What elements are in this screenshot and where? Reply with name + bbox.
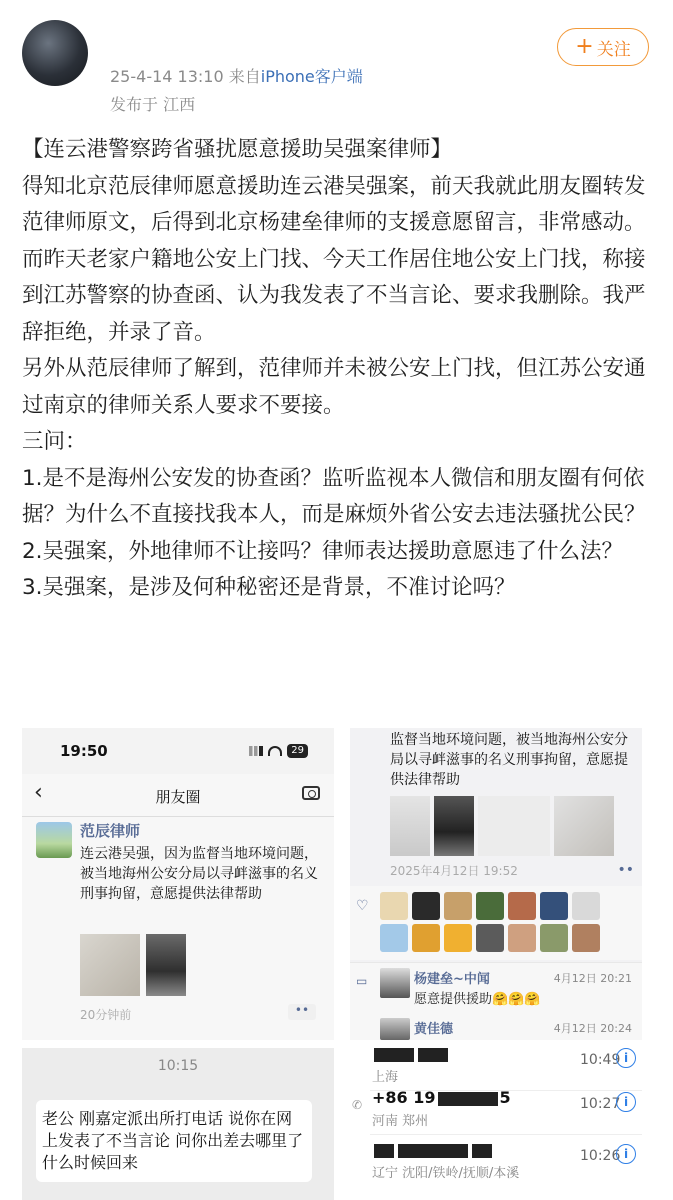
call-time: 10:26 [580, 1148, 621, 1164]
attached-image-chat[interactable] [22, 1048, 334, 1200]
post-meta [110, 64, 363, 87]
post-location: 发布于 江西 [110, 95, 196, 114]
author-avatar [36, 822, 72, 858]
post-paragraph: 1.是不是海州公安发的协查函？监听监视本人微信和朋友圈有何依据？为什么不直接找我本人，而是麻烦外省公安去违法骚扰公民？ [22, 465, 646, 527]
call-time: 10:27 [580, 1096, 621, 1112]
comment-icon: ▭ [356, 974, 368, 988]
comment-time: 4月12日 20:21 [553, 972, 632, 985]
call-place: 上海 [372, 1070, 399, 1085]
post-source[interactable]: iPhone客户端 [260, 67, 363, 86]
document-thumbnail [554, 796, 614, 856]
camera-icon [302, 786, 320, 800]
moment-text: 连云港吴强，因为监督当地环境问题，被当地海州公安分局以寻衅滋事的名义刑事拘留，意愿提供法律帮助 [80, 846, 318, 902]
call-time: 10:49 [580, 1052, 621, 1068]
info-icon: i [616, 1048, 636, 1068]
post-date: 25-4-14 13:10 [110, 67, 224, 86]
post-paragraph: 得知北京范辰律师愿意援助连云港吴强案，前天我就此朋友圈转发范律师原文，后得到北京杨建垒律师的支援意愿留言，非常感动。 [22, 173, 646, 235]
follow-label: 关注 [596, 39, 631, 60]
post-paragraph: 三问： [22, 429, 87, 454]
call-place: 辽宁 沈阳/铁岭/抚顺/本溪 [372, 1166, 520, 1181]
liker-avatar [380, 892, 408, 920]
call-row [370, 1136, 642, 1186]
system-icons [249, 744, 308, 758]
commenter-avatar [380, 1018, 410, 1040]
liker-avatar [540, 892, 568, 920]
post-paragraph: 另外从范辰律师了解到，范律师并未被公安上门找，但江苏公安通过南京的律师关系人要求不要接。 [22, 356, 646, 418]
liker-avatar [572, 892, 600, 920]
photo-thumbnail [146, 934, 186, 996]
liker-avatar [508, 924, 536, 952]
moment-time: 20分钟前 [80, 1008, 132, 1022]
call-number [372, 1044, 450, 1063]
post-title: 【连云港警察跨省骚扰愿意援助吴强案律师】 [22, 137, 453, 162]
liker-avatar [476, 892, 504, 920]
commenter-name: 杨建垒~中闻 [414, 972, 490, 987]
commenter-avatar [380, 968, 410, 998]
liker-avatar [444, 924, 472, 952]
document-thumbnail [390, 796, 430, 856]
back-arrow-icon: ‹ [34, 780, 43, 805]
attached-image-repost[interactable] [350, 728, 642, 1040]
moments-nav [22, 774, 334, 817]
wifi-icon [268, 746, 282, 756]
document-thumbnail [80, 934, 140, 996]
liker-avatar [412, 892, 440, 920]
battery-icon: 29 [287, 744, 308, 758]
liker-avatar [412, 924, 440, 952]
follow-button[interactable] [557, 28, 649, 66]
info-icon: i [616, 1144, 636, 1164]
user-avatar[interactable] [22, 20, 88, 86]
commenter-name: 黄佳德 [414, 1022, 454, 1037]
call-number: +86 19 5 [372, 1088, 511, 1107]
phone-icon: ✆ [352, 1098, 363, 1112]
repost-images [390, 796, 614, 856]
more-dots-icon: •• [617, 862, 634, 878]
photo-thumbnail [434, 796, 474, 856]
author-name: 范辰律师 [80, 822, 141, 840]
post-paragraph: 而昨天老家户籍地公安上门找、今天工作居住地公安上门找，称接到江苏警察的协查函、认为我发表了不当言论、要求我删除。我严辞拒绝，并录了音。 [22, 246, 646, 345]
liker-avatar [540, 924, 568, 952]
comment-text: 愿意提供援助🤗🤗🤗 [414, 992, 541, 1007]
heart-icon: ♡ [356, 898, 369, 914]
signal-icon [249, 746, 263, 756]
info-icon: i [616, 1092, 636, 1112]
call-number [372, 1140, 494, 1159]
status-bar [22, 728, 334, 774]
chat-message: 老公 刚嘉定派出所打电话 说你在网上发表了不当言论 问你出差去哪里了 什么时候回来 [36, 1100, 312, 1182]
liker-avatar [508, 892, 536, 920]
attached-image-moments[interactable] [22, 728, 334, 1040]
liker-avatar [476, 924, 504, 952]
call-row [370, 1084, 642, 1135]
repost-date: 2025年4月12日 19:52 [390, 864, 518, 878]
liker-avatars [380, 892, 600, 952]
repost-text: 监督当地环境问题，被当地海州公安分局以寻衅滋事的名义刑事拘留，意愿提供法律帮助 [390, 732, 628, 788]
post-paragraph: 2.吴强案，外地律师不让接吗？律师表达援助意愿违了什么法？ [22, 538, 624, 564]
call-place: 河南 郑州 [372, 1114, 429, 1129]
nav-title: 朋友圈 [155, 788, 201, 806]
comment-time: 4月12日 20:24 [553, 1022, 632, 1035]
liker-avatar [380, 924, 408, 952]
post-paragraph: 3.吴强案，是涉及何种秘密还是背景，不准讨论吗？ [22, 575, 516, 600]
more-dots-icon: •• [288, 1004, 316, 1020]
post-from: 来自 [228, 67, 261, 86]
document-thumbnail [478, 796, 550, 856]
chat-time: 10:15 [157, 1058, 199, 1074]
plus-icon: + [575, 34, 594, 59]
status-time: 19:50 [60, 742, 108, 760]
liker-avatar [444, 892, 472, 920]
liker-avatar [572, 924, 600, 952]
attached-image-calls[interactable] [350, 1040, 642, 1200]
post-body [22, 132, 654, 607]
